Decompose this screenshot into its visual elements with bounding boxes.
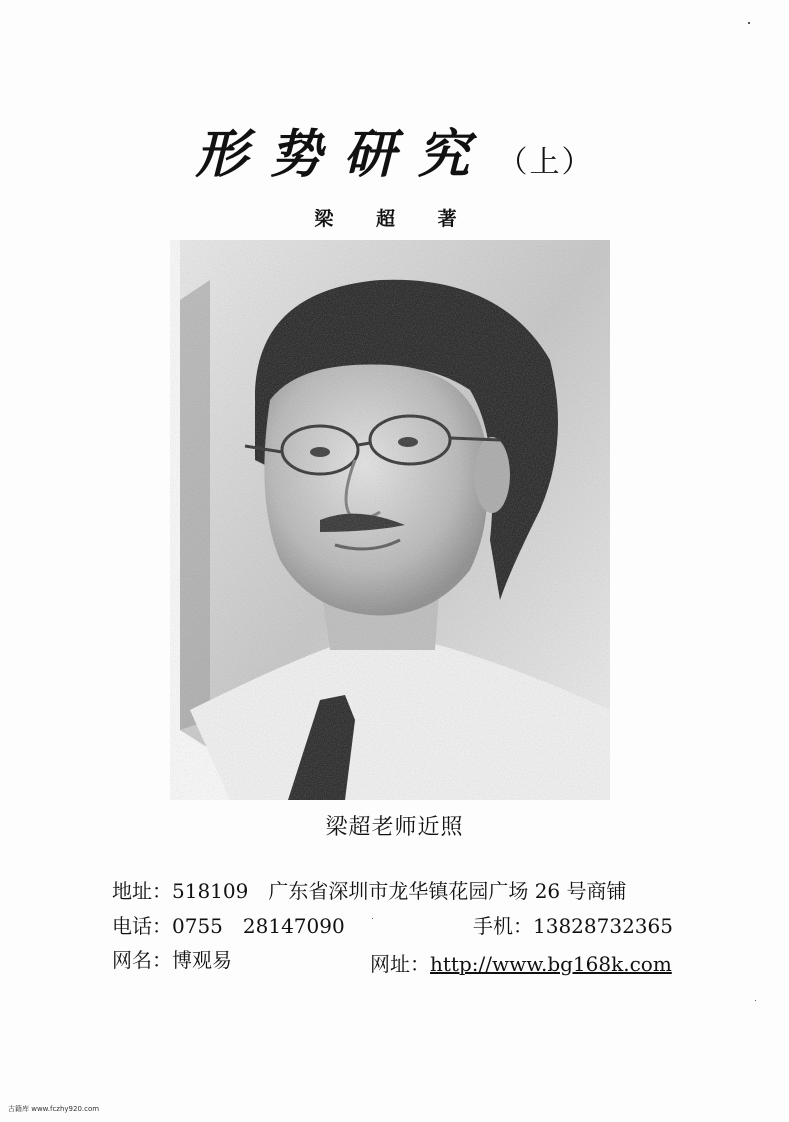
url-label: 网址： [370, 952, 430, 976]
mobile-label: 手机： [473, 914, 533, 938]
site-name-line [112, 944, 232, 973]
address-value: 518109 广东省深圳市龙华镇花园广场 26 号商铺 [172, 879, 627, 903]
author-line: 梁 超 著 [314, 208, 475, 230]
url-line [370, 948, 672, 977]
site-name-label: 网名： [112, 948, 172, 972]
author-photo [170, 240, 610, 800]
site-name-value: 博观易 [172, 948, 232, 972]
phone-value: 0755 28147090 [172, 914, 345, 938]
mobile-value: 13828732365 [533, 914, 673, 938]
phone-label: 电话： [112, 914, 172, 938]
book-title [0, 112, 789, 187]
address-label: 地址： [112, 879, 172, 903]
title-volume: （上） [497, 145, 594, 180]
website-link[interactable]: http://www.bg168k.com [430, 952, 672, 976]
scan-speck [372, 918, 373, 919]
phone-line [112, 910, 345, 939]
title-main: 形势研究 [195, 124, 492, 185]
scan-speck [755, 1000, 756, 1001]
address-line [112, 875, 627, 904]
mobile-line [473, 910, 673, 939]
photo-caption: 梁超老师近照 [325, 815, 464, 840]
footer-watermark: 古籍库 www.fczhy920.com [8, 1105, 100, 1113]
scan-speck [748, 22, 750, 24]
